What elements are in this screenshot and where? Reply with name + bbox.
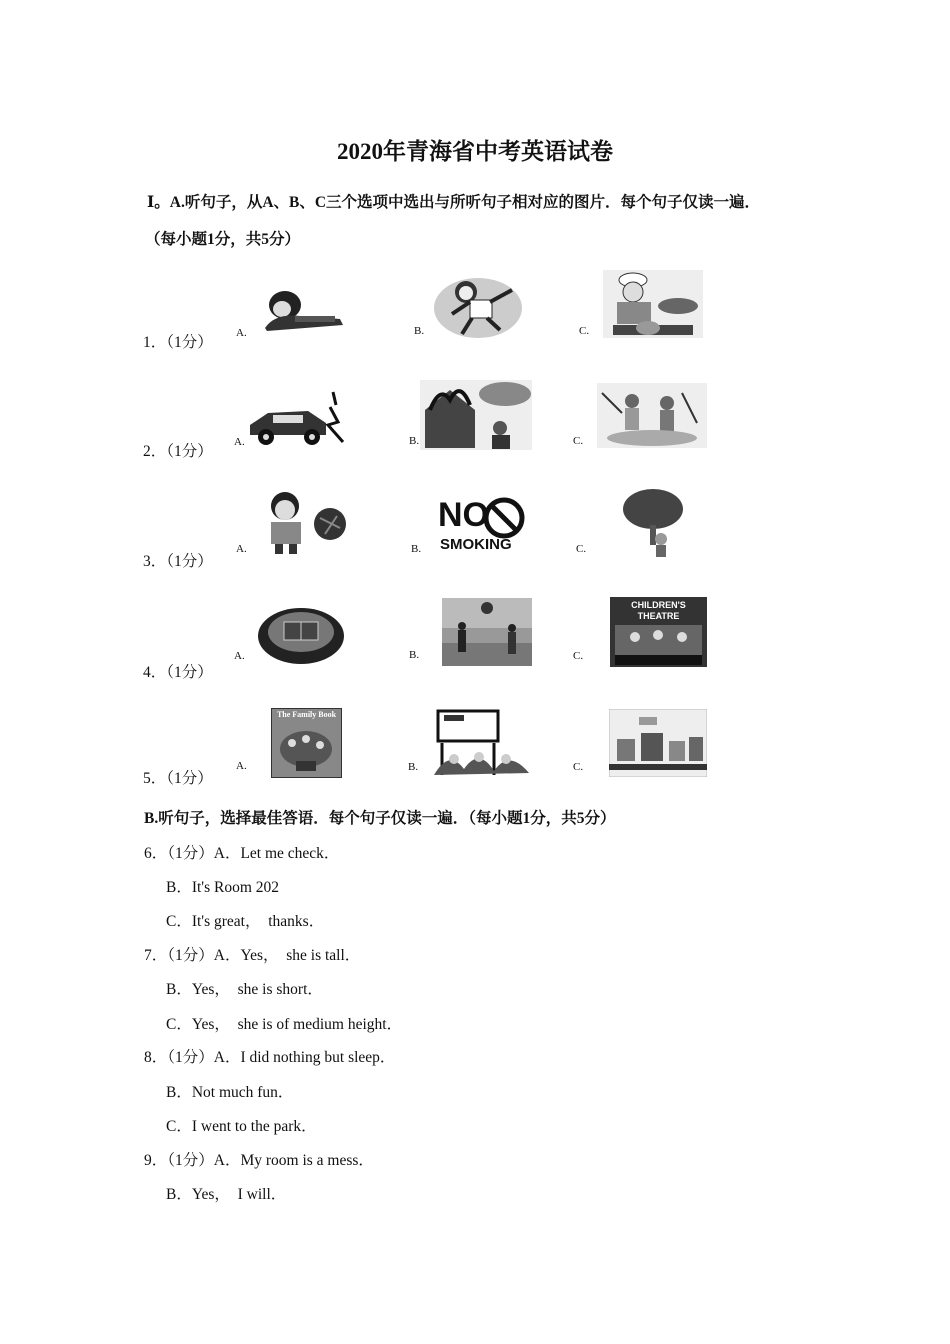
question-2-label: 2．（1分）: [143, 443, 213, 460]
q8-option-b: B．Not much fun．: [166, 1084, 294, 1101]
question-5-label: 5．（1分）: [143, 770, 213, 787]
person-dancing-image: [432, 270, 524, 340]
smoking-text: SMOKING: [440, 536, 512, 553]
q2-option-a-letter: A.: [234, 436, 245, 448]
q6-option-c: C．It's great， thanks．: [166, 913, 325, 930]
q3-option-c-letter: C.: [576, 543, 587, 555]
boy-coughing-image: [255, 488, 355, 556]
q9-option-b: B．Yes， I will．: [166, 1186, 287, 1203]
house-fire-image: [420, 380, 532, 450]
q4-option-c-letter: C.: [573, 650, 584, 662]
stadium-image: [256, 596, 346, 666]
no-smoking-sign-image: [438, 490, 533, 558]
q3-option-b-letter: B.: [411, 543, 422, 555]
q4-option-b-letter: B.: [409, 649, 420, 661]
theatre-sign-line2: THEATRE: [637, 611, 680, 621]
q5-option-c-letter: C.: [573, 761, 584, 773]
q1-option-c-letter: C.: [579, 325, 590, 337]
q8-option-c: C．I went to the park．: [166, 1118, 317, 1135]
people-cleaning-image: [597, 383, 707, 448]
childrens-theatre-image: [610, 597, 707, 667]
exam-title: 2020年青海省中考英语试卷: [337, 139, 613, 164]
q3-option-a-letter: A.: [236, 543, 247, 555]
person-cooking-image: [603, 270, 703, 338]
person-under-tree-image: [613, 487, 693, 559]
question-1-label: 1．（1分）: [143, 334, 213, 351]
q1-option-a-letter: A.: [236, 327, 247, 339]
q9-option-a: 9．（1分）A．My room is a mess．: [144, 1152, 374, 1169]
family-book-title: The Family Book: [276, 710, 337, 719]
q4-option-a-letter: A.: [234, 650, 245, 662]
question-3-label: 3．（1分）: [143, 553, 213, 570]
q8-option-a: 8．（1分）A．I did nothing but sleep．: [144, 1049, 396, 1066]
car-accident-image: [248, 387, 348, 449]
theatre-sign-line1: CHILDREN'S: [631, 600, 686, 610]
section-a-score-note: （每小题1分，共5分）: [145, 231, 301, 248]
question-4-label: 4．（1分）: [143, 664, 213, 681]
section-b-instruction: B.听句子，选择最佳答语．每个句子仅读一遍．（每小题1分，共5分）: [144, 810, 616, 827]
crowd-with-board-image: [434, 709, 529, 777]
soccer-players-image: [442, 598, 532, 666]
town-scene-image: [609, 709, 707, 777]
q7-option-a: 7．（1分）A．Yes， she is tall．: [144, 947, 361, 964]
q7-option-b: B．Yes， she is short．: [166, 981, 323, 998]
person-lying-tired-image: [255, 283, 350, 338]
q2-option-c-letter: C.: [573, 435, 584, 447]
no-text: NO: [438, 496, 489, 534]
q6-option-b: B．It's Room 202: [166, 879, 280, 896]
q5-option-a-letter: A.: [236, 760, 247, 772]
q2-option-b-letter: B.: [409, 435, 420, 447]
q1-option-b-letter: B.: [414, 325, 425, 337]
q6-option-a: 6．（1分）A．Let me check．: [144, 845, 340, 862]
family-book-image: [271, 708, 342, 778]
section-a-instruction: Ⅰ。A.听句子，从A、B、C三个选项中选出与所听句子相对应的图片．每个句子仅读一遍．: [147, 194, 761, 211]
q7-option-c: C．Yes， she is of medium height．: [166, 1016, 403, 1033]
q5-option-b-letter: B.: [408, 761, 419, 773]
